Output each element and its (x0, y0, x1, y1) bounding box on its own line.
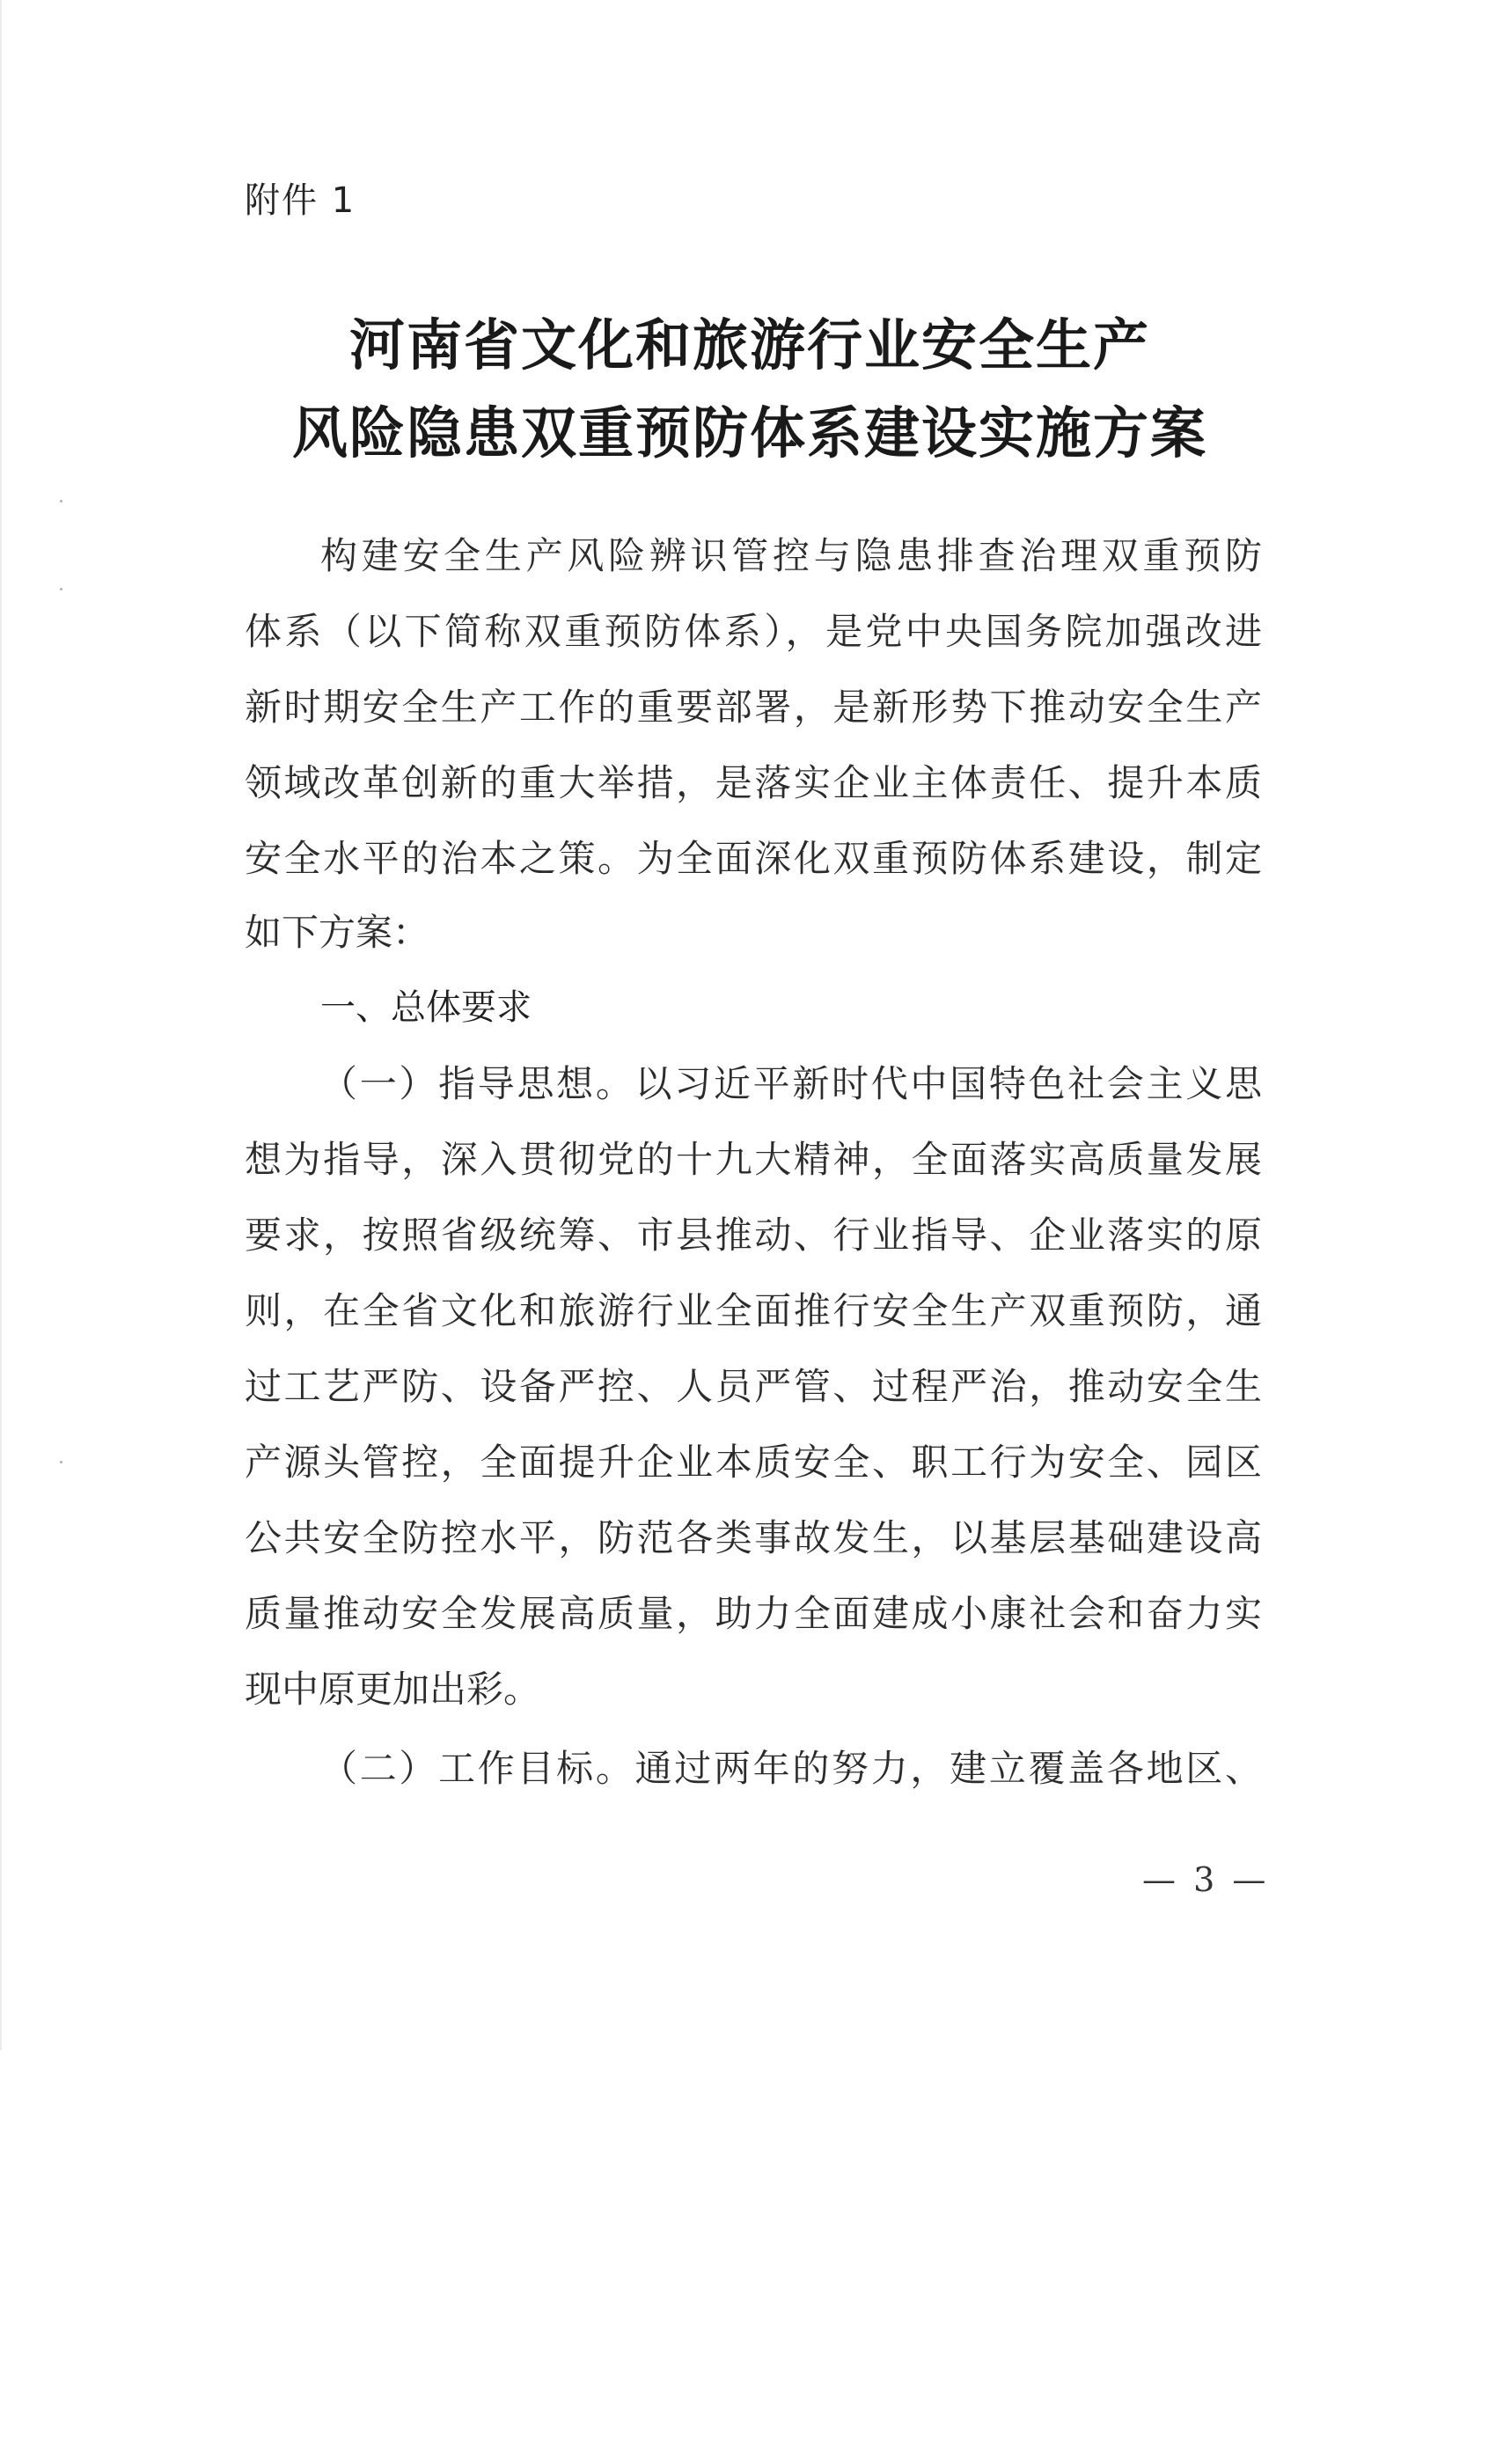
scan-speck (60, 1461, 62, 1463)
paragraph-line: 现中原更加出彩。 (245, 1668, 541, 1711)
paragraph-line: （一）指导思想。以习近平新时代中国特色社会主义思 (320, 1062, 1262, 1105)
paragraph-line: 质量推动安全发展高质量，助力全面建成小康社会和奋力实 (245, 1592, 1262, 1635)
intro-line: 如下方案： (245, 911, 430, 954)
paragraph-line: 公共安全防控水平，防范各类事故发生，以基层基础建设高 (245, 1516, 1262, 1559)
attachment-label: 附件 1 (245, 180, 356, 221)
section-heading: 一、总体要求 (320, 987, 532, 1028)
scan-speck (60, 500, 62, 502)
document-title-line-1: 河南省文化和旅游行业安全生产 (349, 312, 1150, 378)
paragraph-line: 过工艺严防、设备严控、人员严管、过程严治，推动安全生 (245, 1365, 1262, 1408)
paragraph-line: 产源头管控，全面提升企业本质安全、职工行为安全、园区 (245, 1441, 1262, 1484)
intro-line: 安全水平的治本之策。为全面深化双重预防体系建设，制定 (245, 837, 1262, 880)
intro-line: 体系（以下简称双重预防体系），是党中央国务院加强改进 (245, 610, 1262, 653)
page-number: — 3 — (1142, 1860, 1270, 1899)
intro-line: 新时期安全生产工作的重要部署，是新形势下推动安全生产 (245, 686, 1262, 729)
scan-speck (60, 588, 62, 590)
intro-line: 构建安全生产风险辨识管控与隐患排查治理双重预防 (320, 534, 1262, 577)
paragraph-line: 想为指导，深入贯彻党的十九大精神，全面落实高质量发展 (245, 1138, 1262, 1181)
document-title-line-2: 风险隐患双重预防体系建设实施方案 (292, 400, 1207, 466)
paragraph-line: 则，在全省文化和旅游行业全面推行安全生产双重预防，通 (245, 1289, 1262, 1332)
paragraph-line: 要求，按照省级统筹、市县推动、行业指导、企业落实的原 (245, 1214, 1262, 1257)
intro-line: 领域改革创新的重大举措，是落实企业主体责任、提升本质 (245, 761, 1262, 804)
paragraph-line: （二）工作目标。通过两年的努力，建立覆盖各地区、 (320, 1747, 1262, 1790)
